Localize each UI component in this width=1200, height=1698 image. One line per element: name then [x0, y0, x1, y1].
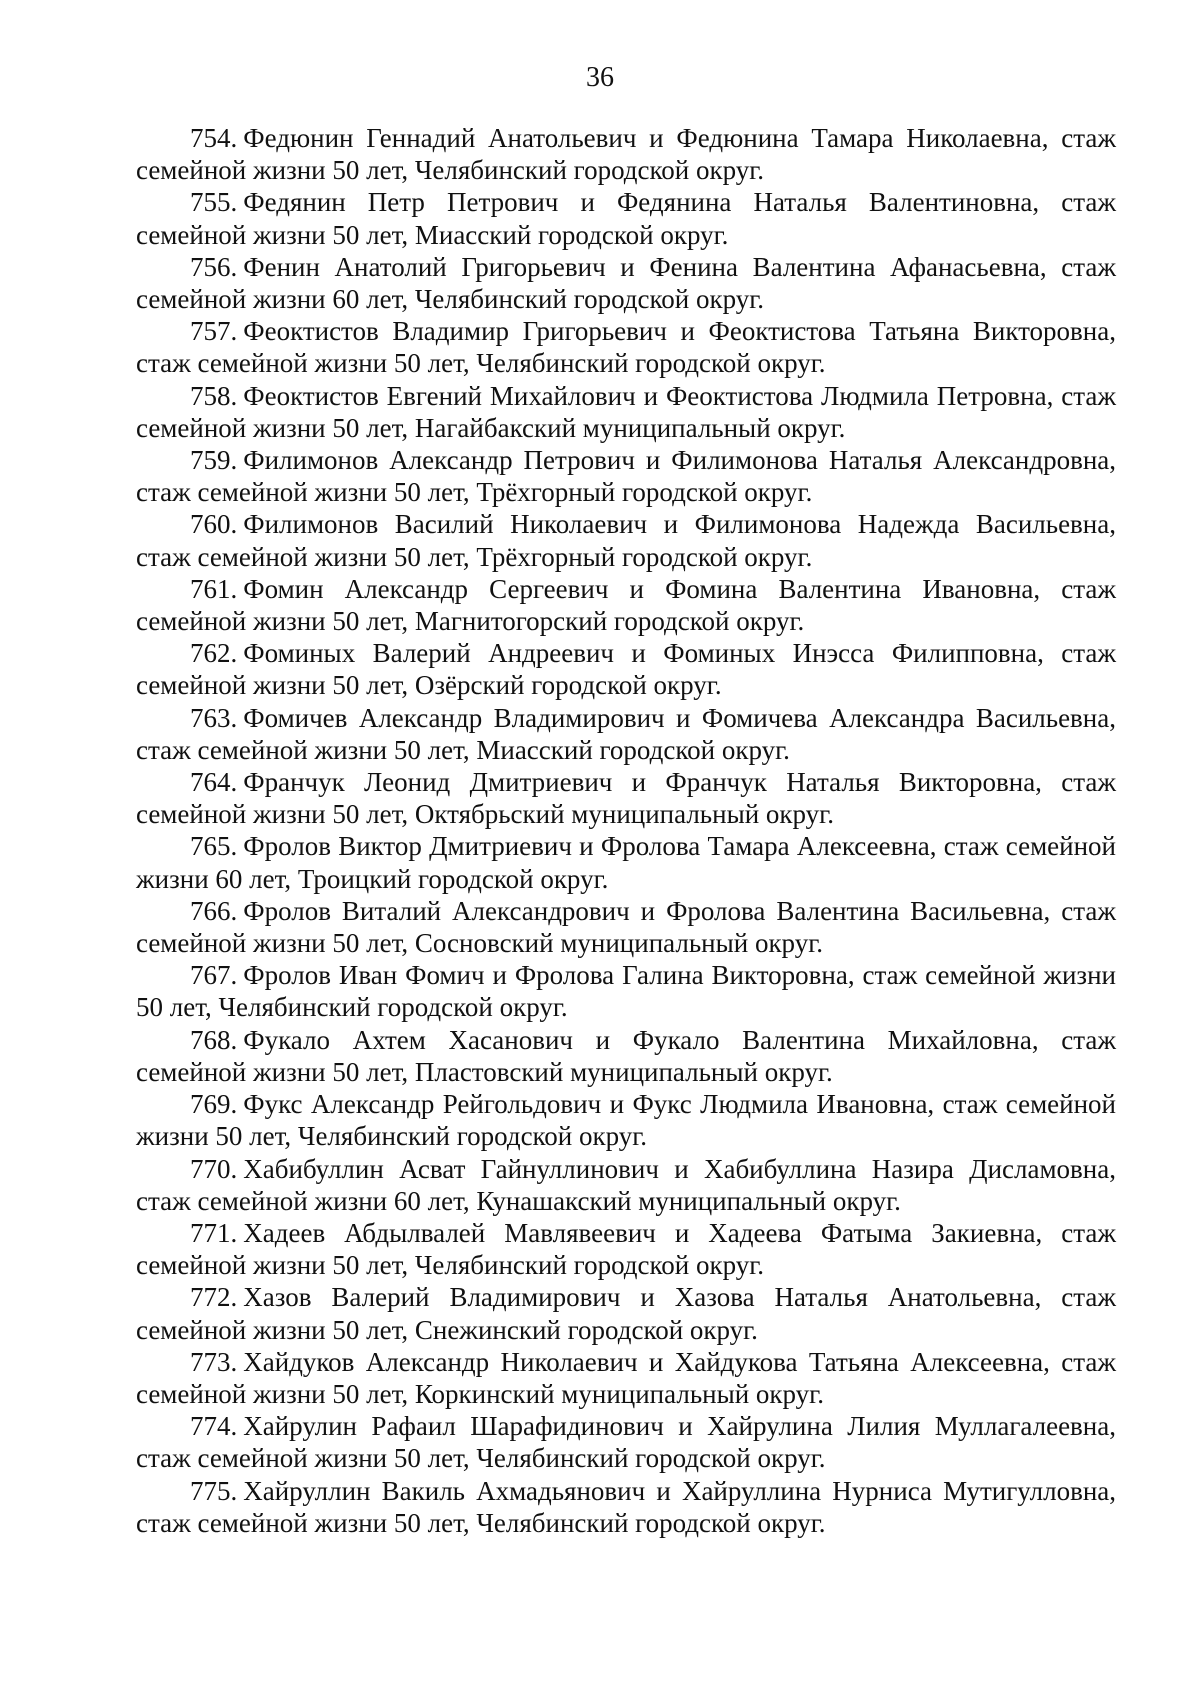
page-number: 36	[586, 62, 614, 93]
entry-number: 772.	[190, 1282, 238, 1313]
list-item	[136, 573, 1116, 637]
entry-number: 773.	[190, 1346, 238, 1377]
entry-number: 769.	[190, 1089, 238, 1120]
list-item	[136, 444, 1116, 508]
entry-number: 760.	[190, 509, 238, 540]
entry-number: 759.	[190, 445, 238, 476]
entry-number: 767.	[190, 960, 238, 991]
entry-text: Фукс Александр Рейгольдович и Фукс Людмила Ивановна, стаж семейной жизни 50 лет, Челябинский городской округ.	[136, 1089, 1116, 1152]
list-item	[136, 1410, 1116, 1474]
list-item	[136, 1475, 1116, 1539]
list-item	[136, 315, 1116, 379]
list-item	[136, 959, 1116, 1023]
entry-number: 766.	[190, 895, 238, 926]
list-item	[136, 186, 1116, 250]
list-item	[136, 508, 1116, 572]
entry-text: Филимонов Василий Николаевич и Филимонова Надежда Васильевна, стаж семейной жизни 50 лет, Трёхгорный городской округ.	[136, 509, 1116, 572]
entry-number: 771.	[190, 1217, 238, 1248]
entry-number: 775.	[190, 1475, 238, 1506]
entry-number: 754.	[190, 123, 238, 153]
entry-text: Федюнин Геннадий Анатольевич и Федюнина Тамара Николаевна, стаж семейной жизни 50 лет, Челябинский городской округ.	[136, 123, 1116, 186]
entry-list	[136, 122, 1116, 1539]
entry-text: Филимонов Александр Петрович и Филимонова Наталья Александровна, стаж семейной жизни 50 лет, Трёхгорный городской округ.	[136, 445, 1116, 508]
entry-number: 761.	[190, 573, 238, 604]
entry-text: Фенин Анатолий Григорьевич и Фенина Валентина Афанасьевна, стаж семейной жизни 60 лет, Челябинский городской округ.	[136, 251, 1116, 315]
entry-text: Хадеев Абдылвалей Мавлявеевич и Хадеева Фатыма Закиевна, стаж семейной жизни 50 лет, Челябинский городской округ.	[136, 1217, 1116, 1281]
entry-text: Фролов Виталий Александрович и Фролова Валентина Васильевна, стаж семейной жизни 50 лет, Сосновский муниципальный округ.	[136, 895, 1116, 959]
list-item	[136, 1281, 1116, 1345]
list-item	[136, 1088, 1116, 1152]
entry-text: Фукало Ахтем Хасанович и Фукало Валентина Михайловна, стаж семейной жизни 50 лет, Пластовский муниципальный округ.	[136, 1024, 1116, 1087]
entry-text: Феоктистов Владимир Григорьевич и Феоктистова Татьяна Викторовна, стаж семейной жизни 50 лет, Челябинский городской округ.	[136, 316, 1116, 379]
entry-number: 757.	[190, 316, 238, 347]
list-item	[136, 895, 1116, 959]
entry-text: Фоминых Валерий Андреевич и Фоминых Инэсса Филипповна, стаж семейной жизни 50 лет, Озёрский городской округ.	[136, 638, 1116, 701]
entry-text: Франчук Леонид Дмитриевич и Франчук Наталья Викторовна, стаж семейной жизни 50 лет, Октябрьский муниципальный округ.	[136, 767, 1116, 830]
entry-text: Федянин Петр Петрович и Федянина Наталья Валентиновна, стаж семейной жизни 50 лет, Миасский городской округ.	[136, 187, 1116, 250]
list-item	[136, 1346, 1116, 1410]
list-item	[136, 1153, 1116, 1217]
entry-number: 774.	[190, 1411, 238, 1442]
entry-number: 763.	[190, 702, 238, 733]
entry-text: Хайдуков Александр Николаевич и Хайдукова Татьяна Алексеевна, стаж семейной жизни 50 лет, Коркинский муниципальный округ.	[136, 1346, 1116, 1409]
list-item	[136, 830, 1116, 894]
entry-number: 756.	[190, 251, 238, 282]
entry-text: Феоктистов Евгений Михайлович и Феоктистова Людмила Петровна, стаж семейной жизни 50 лет, Нагайбакский муниципальный округ.	[136, 380, 1116, 443]
list-item	[136, 702, 1116, 766]
entry-number: 758.	[190, 380, 238, 411]
entry-text: Хайруллин Вакиль Ахмадьянович и Хайруллина Нурниса Мутигулловна, стаж семейной жизни 50 лет, Челябинский городской округ.	[136, 1475, 1116, 1538]
entry-text: Фомичев Александр Владимирович и Фомичева Александра Васильевна, стаж семейной жизни 50 лет, Миасский городской округ.	[136, 702, 1116, 765]
list-item	[136, 766, 1116, 830]
entry-text: Фомин Александр Сергеевич и Фомина Валентина Ивановна, стаж семейной жизни 50 лет, Магнитогорский городской округ.	[136, 573, 1116, 637]
list-item	[136, 1217, 1116, 1281]
entry-number: 770.	[190, 1153, 238, 1184]
list-item	[136, 1024, 1116, 1088]
entry-text: Хабибуллин Асват Гайнуллинович и Хабибуллина Назира Дисламовна, стаж семейной жизни 60 лет, Кунашакский муниципальный округ.	[136, 1153, 1116, 1216]
entry-number: 762.	[190, 638, 238, 669]
entry-number: 764.	[190, 767, 238, 798]
entry-number: 755.	[190, 187, 238, 218]
list-item	[136, 122, 1116, 186]
entry-number: 768.	[190, 1024, 238, 1055]
entry-text: Фролов Иван Фомич и Фролова Галина Викторовна, стаж семейной жизни 50 лет, Челябинский городской округ.	[136, 960, 1116, 1023]
list-item	[136, 637, 1116, 701]
entry-number: 765.	[190, 831, 238, 862]
list-item	[136, 380, 1116, 444]
entry-text: Хазов Валерий Владимирович и Хазова Наталья Анатольевна, стаж семейной жизни 50 лет, Снежинский городской округ.	[136, 1282, 1116, 1345]
list-item	[136, 251, 1116, 315]
entry-text: Фролов Виктор Дмитриевич и Фролова Тамара Алексеевна, стаж семейной жизни 60 лет, Троицкий городской округ.	[136, 831, 1116, 894]
entry-text: Хайрулин Рафаил Шарафидинович и Хайрулина Лилия Муллагалеевна, стаж семейной жизни 50 лет, Челябинский городской округ.	[136, 1411, 1116, 1474]
